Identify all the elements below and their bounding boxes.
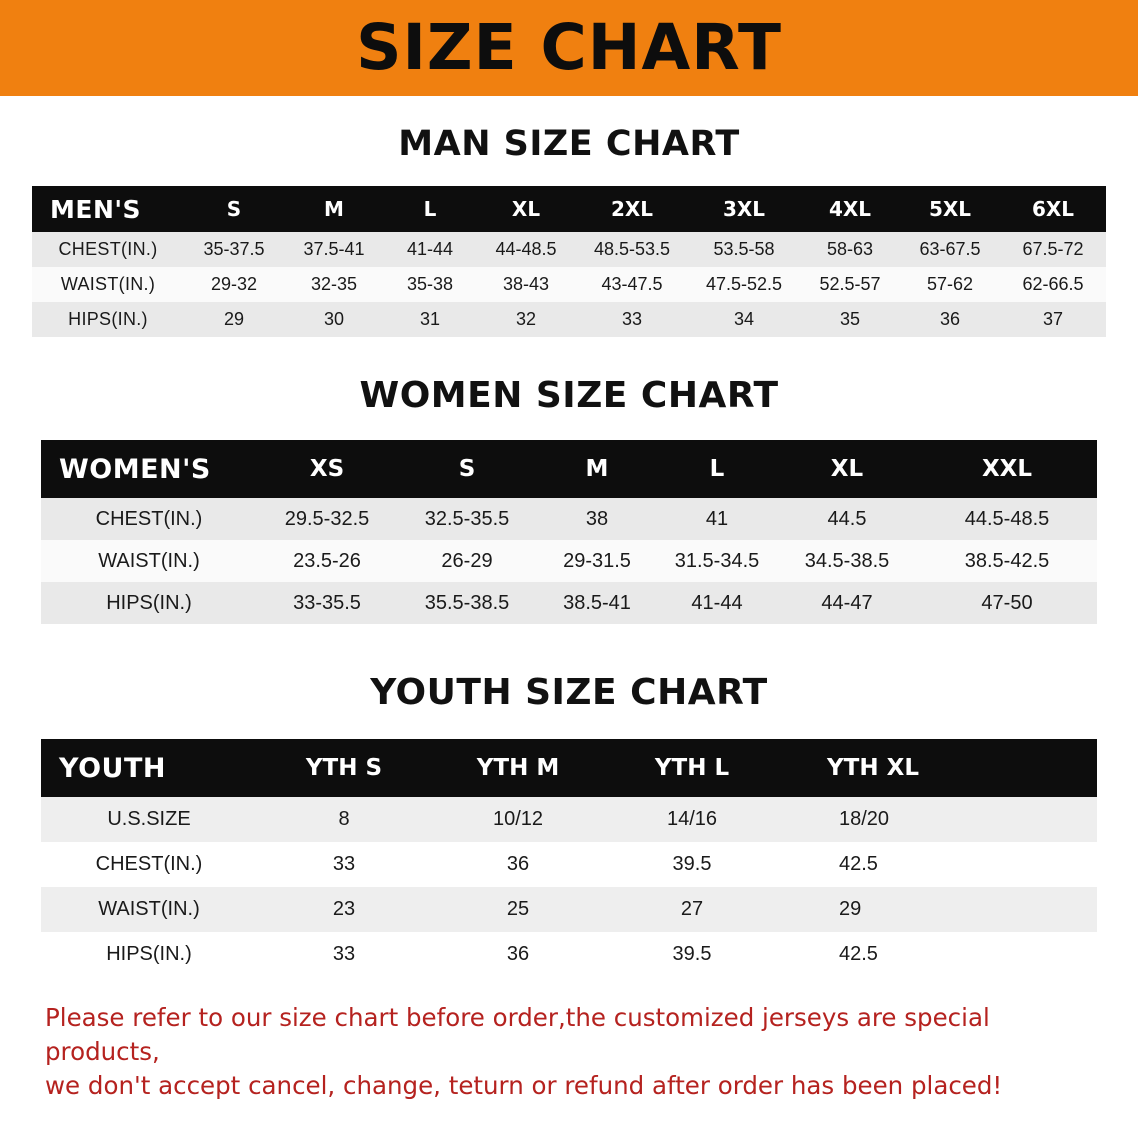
women-waist-0: 23.5-26 <box>257 540 397 582</box>
youth-chest-1: 36 <box>431 842 605 887</box>
women-size-col-2: M <box>537 440 657 498</box>
youth-row-label-waist: WAIST(IN.) <box>41 887 257 932</box>
women-row-label-chest: CHEST(IN.) <box>41 498 257 540</box>
man-section-heading: MAN SIZE CHART <box>398 124 740 164</box>
women-waist-4: 34.5-38.5 <box>777 540 917 582</box>
page-banner <box>0 0 1138 96</box>
man-waist-3: 38-43 <box>476 267 576 302</box>
man-waist-2: 35-38 <box>384 267 476 302</box>
youth-waist-2: 27 <box>605 887 779 932</box>
youth-header-label: YOUTH <box>41 739 257 797</box>
man-size-col-2: L <box>384 186 476 232</box>
youth-chest-3: 42.5 <box>779 842 1097 887</box>
women-hips-5: 47-50 <box>917 582 1097 624</box>
table-row <box>41 540 1097 582</box>
man-hips-7: 36 <box>900 302 1000 337</box>
man-size-col-5: 3XL <box>688 186 800 232</box>
women-chest-5: 44.5-48.5 <box>917 498 1097 540</box>
man-hips-4: 33 <box>576 302 688 337</box>
youth-size-col-2: YTH L <box>605 739 779 797</box>
women-chest-1: 32.5-35.5 <box>397 498 537 540</box>
women-size-col-1: S <box>397 440 537 498</box>
table-row <box>41 498 1097 540</box>
youth-chest-2: 39.5 <box>605 842 779 887</box>
man-hips-0: 29 <box>184 302 284 337</box>
man-waist-8: 62-66.5 <box>1000 267 1106 302</box>
youth-hips-2: 39.5 <box>605 932 779 977</box>
youth-hips-0: 33 <box>257 932 431 977</box>
women-section-heading: WOMEN SIZE CHART <box>359 375 779 416</box>
table-row <box>41 842 1097 887</box>
women-waist-3: 31.5-34.5 <box>657 540 777 582</box>
man-size-col-1: M <box>284 186 384 232</box>
man-row-label-hips: HIPS(IN.) <box>32 302 184 337</box>
man-size-col-7: 5XL <box>900 186 1000 232</box>
man-hips-2: 31 <box>384 302 476 337</box>
man-hips-5: 34 <box>688 302 800 337</box>
women-waist-1: 26-29 <box>397 540 537 582</box>
youth-waist-3: 29 <box>779 887 1097 932</box>
women-hips-4: 44-47 <box>777 582 917 624</box>
youth-hips-1: 36 <box>431 932 605 977</box>
page-title: SIZE CHART <box>356 10 782 84</box>
women-size-col-4: XL <box>777 440 917 498</box>
table-row <box>41 887 1097 932</box>
man-chest-5: 53.5-58 <box>688 232 800 267</box>
man-header-label: MEN'S <box>32 186 184 232</box>
man-size-col-4: 2XL <box>576 186 688 232</box>
youth-waist-1: 25 <box>431 887 605 932</box>
women-size-col-3: L <box>657 440 777 498</box>
man-chest-2: 41-44 <box>384 232 476 267</box>
man-chest-0: 35-37.5 <box>184 232 284 267</box>
women-hips-1: 35.5-38.5 <box>397 582 537 624</box>
women-chest-0: 29.5-32.5 <box>257 498 397 540</box>
man-size-col-6: 4XL <box>800 186 900 232</box>
man-table-header-row <box>32 186 1106 232</box>
women-waist-2: 29-31.5 <box>537 540 657 582</box>
youth-ussize-2: 14/16 <box>605 797 779 842</box>
man-chest-7: 63-67.5 <box>900 232 1000 267</box>
man-chest-4: 48.5-53.5 <box>576 232 688 267</box>
youth-size-col-3: YTH XL <box>779 739 1097 797</box>
man-row-label-chest: CHEST(IN.) <box>32 232 184 267</box>
women-row-label-hips: HIPS(IN.) <box>41 582 257 624</box>
man-hips-3: 32 <box>476 302 576 337</box>
youth-ussize-3: 18/20 <box>779 797 1097 842</box>
man-chest-1: 37.5-41 <box>284 232 384 267</box>
youth-chest-0: 33 <box>257 842 431 887</box>
policy-note-line-2: we don't accept cancel, change, teturn or refund after order has been placed! <box>45 1070 1003 1100</box>
women-chest-2: 38 <box>537 498 657 540</box>
man-hips-1: 30 <box>284 302 384 337</box>
man-hips-6: 35 <box>800 302 900 337</box>
youth-waist-0: 23 <box>257 887 431 932</box>
table-row <box>41 582 1097 624</box>
youth-table-header-row <box>41 739 1097 797</box>
man-chest-3: 44-48.5 <box>476 232 576 267</box>
man-size-col-3: XL <box>476 186 576 232</box>
man-waist-7: 57-62 <box>900 267 1000 302</box>
man-size-col-8: 6XL <box>1000 186 1106 232</box>
women-table-header-row <box>41 440 1097 498</box>
man-row-label-waist: WAIST(IN.) <box>32 267 184 302</box>
youth-ussize-0: 8 <box>257 797 431 842</box>
youth-size-col-0: YTH S <box>257 739 431 797</box>
youth-row-label-us-size: U.S.SIZE <box>41 797 257 842</box>
women-hips-3: 41-44 <box>657 582 777 624</box>
man-hips-8: 37 <box>1000 302 1106 337</box>
youth-row-label-hips: HIPS(IN.) <box>41 932 257 977</box>
youth-row-label-chest: CHEST(IN.) <box>41 842 257 887</box>
table-row <box>41 797 1097 842</box>
man-waist-0: 29-32 <box>184 267 284 302</box>
man-waist-4: 43-47.5 <box>576 267 688 302</box>
women-size-col-0: XS <box>257 440 397 498</box>
women-chest-4: 44.5 <box>777 498 917 540</box>
youth-hips-3: 42.5 <box>779 932 1097 977</box>
youth-size-table <box>41 739 1097 977</box>
man-waist-6: 52.5-57 <box>800 267 900 302</box>
women-size-col-5: XXL <box>917 440 1097 498</box>
table-row <box>32 232 1106 267</box>
man-size-col-0: S <box>184 186 284 232</box>
policy-note-line-1: Please refer to our size chart before order,the customized jerseys are special products, <box>45 1003 990 1066</box>
women-hips-0: 33-35.5 <box>257 582 397 624</box>
man-size-table <box>32 186 1106 337</box>
women-header-label: WOMEN'S <box>41 440 257 498</box>
man-chest-8: 67.5-72 <box>1000 232 1106 267</box>
women-chest-3: 41 <box>657 498 777 540</box>
man-waist-5: 47.5-52.5 <box>688 267 800 302</box>
youth-size-col-1: YTH M <box>431 739 605 797</box>
youth-section-heading: YOUTH SIZE CHART <box>370 672 768 713</box>
women-row-label-waist: WAIST(IN.) <box>41 540 257 582</box>
women-size-table <box>41 440 1097 624</box>
table-row <box>32 302 1106 337</box>
table-row <box>32 267 1106 302</box>
youth-ussize-1: 10/12 <box>431 797 605 842</box>
man-chest-6: 58-63 <box>800 232 900 267</box>
table-row <box>41 932 1097 977</box>
women-hips-2: 38.5-41 <box>537 582 657 624</box>
man-waist-1: 32-35 <box>284 267 384 302</box>
policy-note <box>41 1001 1097 1120</box>
women-waist-5: 38.5-42.5 <box>917 540 1097 582</box>
